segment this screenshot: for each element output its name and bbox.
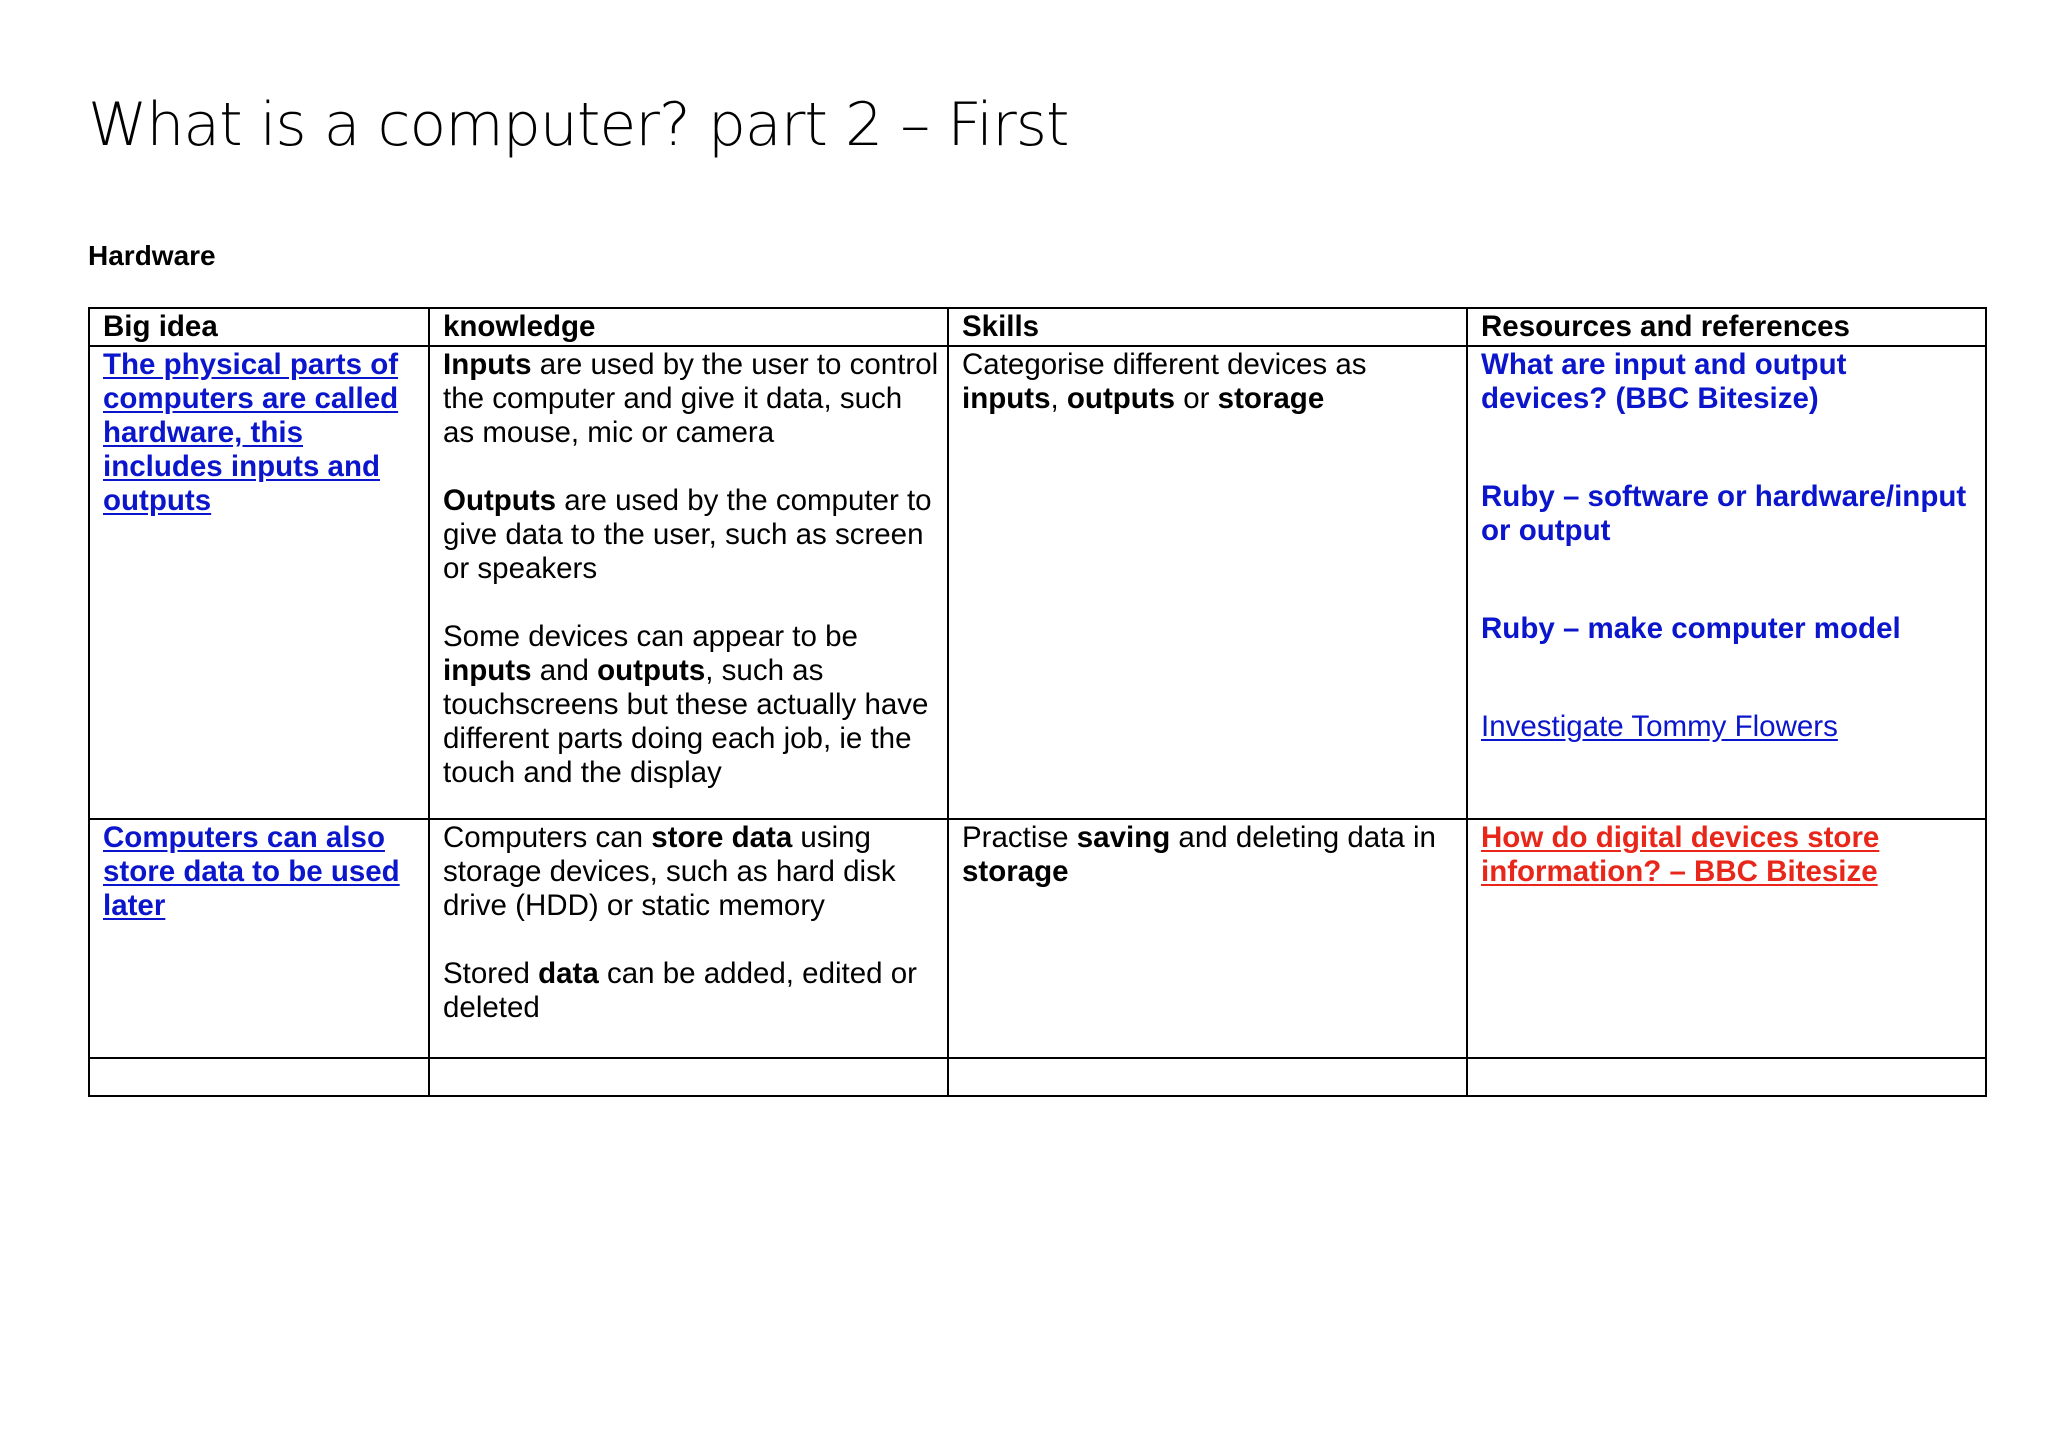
table-row <box>89 346 1986 819</box>
header-big-idea: Big idea <box>89 308 429 346</box>
knowledge-term: Inputs <box>443 348 532 381</box>
knowledge-text: and <box>531 654 598 687</box>
knowledge-paragraph <box>443 620 939 790</box>
page-title: What is a computer? part 2 – First <box>88 90 1069 160</box>
skills-term: storage <box>1217 382 1325 415</box>
resources-cell <box>1467 346 1986 819</box>
curriculum-table <box>88 307 1987 1097</box>
skills-text: and deleting data in <box>1170 821 1436 854</box>
skills-text: Practise <box>962 821 1077 854</box>
empty-cell <box>89 1058 429 1096</box>
skills-paragraph <box>962 821 1458 889</box>
skills-cell <box>948 819 1467 1058</box>
knowledge-term: store data <box>651 821 793 854</box>
knowledge-paragraph <box>443 348 939 450</box>
resource-tommy-flowers-link[interactable]: Investigate Tommy Flowers <box>1481 710 1838 743</box>
knowledge-text: are used by the user to control the computer and give it data, such as mouse, mic or camera <box>443 348 939 449</box>
resource-ruby-computer-model[interactable]: Ruby – make computer model <box>1481 612 1901 645</box>
skills-term: storage <box>962 855 1069 888</box>
skills-term: saving <box>1076 821 1171 854</box>
header-skills: Skills <box>948 308 1467 346</box>
knowledge-cell <box>429 346 948 819</box>
resources-cell <box>1467 819 1986 1058</box>
knowledge-text: Computers can <box>443 821 652 854</box>
table-row-empty <box>89 1058 1986 1096</box>
knowledge-term: Outputs <box>443 484 557 517</box>
empty-cell <box>948 1058 1467 1096</box>
knowledge-text: can be added, edited or deleted <box>443 957 917 1024</box>
knowledge-term: outputs <box>597 654 706 687</box>
skills-term: outputs <box>1066 382 1176 415</box>
skills-paragraph <box>962 348 1458 416</box>
knowledge-paragraph <box>443 957 939 1025</box>
resource-bbc-storage-link[interactable]: How do digital devices store information? – BBC Bitesize <box>1481 821 1880 888</box>
skills-text: Categorise different devices as <box>962 348 1367 381</box>
big-idea-link[interactable]: Computers can also store data to be used later <box>103 821 400 922</box>
skills-term: inputs <box>962 382 1051 415</box>
knowledge-text: using storage devices, such as hard disk drive (HDD) or static memory <box>443 821 896 922</box>
section-heading: Hardware <box>88 240 216 271</box>
knowledge-text: , such as touchscreens but these actually have different parts doing each job, ie the touch and the display <box>443 654 929 789</box>
skills-cell <box>948 346 1467 819</box>
skills-text: , <box>1050 382 1067 415</box>
big-idea-cell <box>89 346 429 819</box>
empty-cell <box>429 1058 948 1096</box>
header-knowledge: knowledge <box>429 308 948 346</box>
knowledge-term: inputs <box>443 654 532 687</box>
knowledge-text: are used by the computer to give data to the user, such as screen or speakers <box>443 484 932 585</box>
knowledge-text: Stored <box>443 957 539 990</box>
knowledge-paragraph <box>443 484 939 586</box>
empty-cell <box>1467 1058 1986 1096</box>
resource-bbc-input-output[interactable]: What are input and output devices? (BBC Bitesize) <box>1481 348 1847 415</box>
knowledge-paragraph <box>443 821 939 923</box>
resource-ruby-software-hardware[interactable]: Ruby – software or hardware/input or output <box>1481 480 1967 547</box>
knowledge-term: data <box>538 957 599 990</box>
knowledge-cell <box>429 819 948 1058</box>
big-idea-link[interactable]: The physical parts of computers are called hardware, this includes inputs and outputs <box>103 348 399 517</box>
knowledge-text: Some devices can appear to be <box>443 620 858 653</box>
table-header-row <box>89 308 1986 346</box>
big-idea-cell <box>89 819 429 1058</box>
table-row <box>89 819 1986 1058</box>
skills-text: or <box>1175 382 1218 415</box>
header-resources: Resources and references <box>1467 308 1986 346</box>
